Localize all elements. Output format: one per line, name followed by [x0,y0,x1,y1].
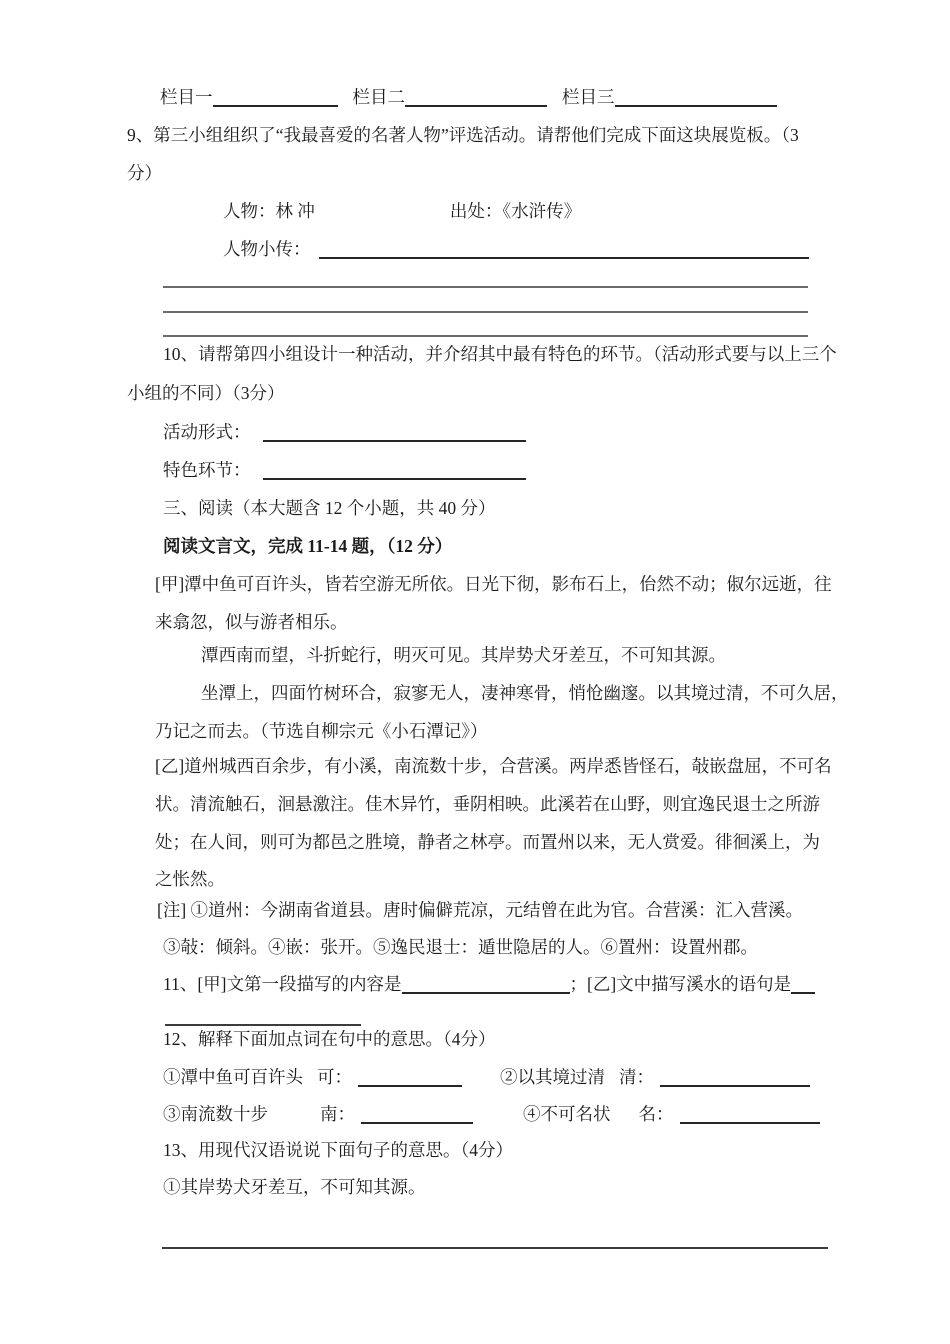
spacer [473,1119,523,1120]
text-run: 栏目一 [160,87,213,107]
passage-yi-line3 [155,829,820,855]
answer-rule [163,286,808,288]
answer-blank [358,1067,462,1087]
text-run: ④不可名状 [523,1104,611,1124]
passage-yi-line1 [155,753,832,779]
spacer [315,216,450,217]
text-run: 南： [320,1104,355,1124]
q12-item-1-2-row [163,1064,810,1090]
text-run: 特色环节： [163,460,251,480]
answer-blank [405,87,547,107]
q9-stem-line1 [127,122,799,148]
answer-blank [361,1104,473,1124]
q9-board-character-row [223,198,581,224]
q9-answer-rule-2 [163,297,808,323]
q11-stem-row [163,971,815,997]
answer-blank [615,87,777,107]
text-run: ①潭中鱼可百许头 [163,1067,303,1087]
q9-stem-line2 [127,160,162,186]
q10-feature-row [163,457,526,483]
q9-answer-rule-1 [163,272,808,298]
text-run: 栏目三 [562,87,615,107]
text-run: 之怅然。 [155,869,225,889]
text-run: 处；在人间，则可为都邑之胜境，静者之林亭。而置州以来，无人赏爱。徘徊溪上，为 [155,832,820,852]
text-run: 坐潭上，四面竹树环合，寂寥无人，凄神寒骨，悄怆幽邃。以其境过清，不可久居， [201,683,849,703]
text-run: 栏目二 [352,87,405,107]
text-run: 可： [317,1067,352,1087]
answer-blank [791,974,815,994]
reading-instruction-heading [163,533,452,559]
text-run: 乃记之而去。（节选自柳宗元《小石潭记》） [155,721,488,741]
text-run: 出处：《水浒传》 [449,201,582,221]
text-run: 11、[甲]文第一段描写的内容是 [163,974,402,994]
text-run: 活动形式： [163,422,251,442]
text-run: 名： [638,1104,674,1124]
text-run: 分） [127,163,162,183]
text-run: 状。清流触石，洄悬激注。佳木异竹，垂阴相映。此溪若在山野，则宜逸民退士之所游 [155,794,820,814]
text-run: ③南流数十步 [163,1104,268,1124]
passage-jia-line2 [155,609,348,635]
text-run: ；[乙]文中描写溪水的语句是 [569,974,792,994]
text-run: 阅读文言文，完成 11-14 题，（12 分） [163,536,453,556]
spacer [605,1082,619,1083]
spacer [462,1082,500,1083]
text-run: 人物小传： [223,239,311,259]
q13-stem-row [163,1137,513,1163]
answer-blank [263,422,526,442]
passage-yi-line4 [155,866,225,892]
q10-activity-form-row [163,419,526,445]
text-run: 10、请帮第四小组设计一种活动，并介绍其中最有特色的环节。（活动形式要与以上三个 [163,344,837,364]
text-run: ③敧：倾斜。④嵌：张开。⑤逸民退士：遁世隐居的人。⑥置州：设置州郡。 [163,937,758,957]
passage-jia-line5 [155,718,488,744]
q10-stem-line2 [127,380,285,406]
answer-rule [163,311,808,313]
q13-sentence-row [163,1174,426,1200]
section3-heading [163,495,496,521]
answer-blank [402,974,570,994]
answer-blank [213,87,338,107]
passage-jia-line4 [201,680,849,706]
text-run: 清： [619,1067,654,1087]
text-run: 三、阅读（本大题含 12 个小题，共 40 分） [163,498,496,518]
q10-stem-line1 [163,341,837,367]
answer-blank [319,239,809,259]
q9-board-bio-row [223,236,809,262]
spacer [303,1082,317,1083]
passage-yi-line2 [155,791,820,817]
spacer [338,102,353,103]
text-run: 9、第三小组组织了“我最喜爱的名著人物”评选活动。请帮他们完成下面这块展览板。（3 [127,125,799,145]
text-run: [甲]潭中鱼可百许头，皆若空游无所依。日光下彻，影布石上，佁然不动；俶尔远逝，往 [155,574,832,594]
spacer [251,475,263,476]
passage-jia-line3 [201,642,726,668]
spacer [251,437,263,438]
text-run: [乙]道州城西百余步，有小溪，南流数十步，合营溪。两岸悉皆怪石，敧嵌盘屈，不可名 [155,756,832,776]
text-run: 来翕忽，似与游者相乐。 [155,612,348,632]
text-run: 人物：林 冲 [223,201,315,221]
text-run: ②以其境过清 [500,1067,605,1087]
q12-stem-row [163,1026,496,1052]
answer-blank [263,460,526,480]
answer-rule [162,1247,828,1249]
text-run: 潭西南而望，斗折蛇行，明灭可见。其岸势犬牙差互，不可知其源。 [201,645,726,665]
text-run: 12、解释下面加点词在句中的意思。（4分） [163,1029,496,1049]
notes-line1 [157,897,803,923]
answer-rule [163,335,808,337]
notes-line2 [163,934,758,960]
answer-blank [680,1104,820,1124]
text-run: 13、用现代汉语说说下面句子的意思。（4分） [163,1140,513,1160]
answer-blank [660,1067,810,1087]
q13-answer-rule [162,1233,828,1259]
column-blanks-row [160,84,777,110]
spacer [311,254,319,255]
spacer [611,1119,639,1120]
spacer [547,102,562,103]
passage-jia-line1 [155,571,832,597]
text-run: ①其岸势犬牙差互，不可知其源。 [163,1177,426,1197]
spacer [268,1119,320,1120]
text-run: [注] ①道州：今湖南省道县。唐时偏僻荒凉，元结曾在此为官。合营溪：汇入营溪。 [157,900,804,920]
text-run: 小组的不同）（3分） [127,383,285,403]
q12-item-3-4-row [163,1101,820,1127]
